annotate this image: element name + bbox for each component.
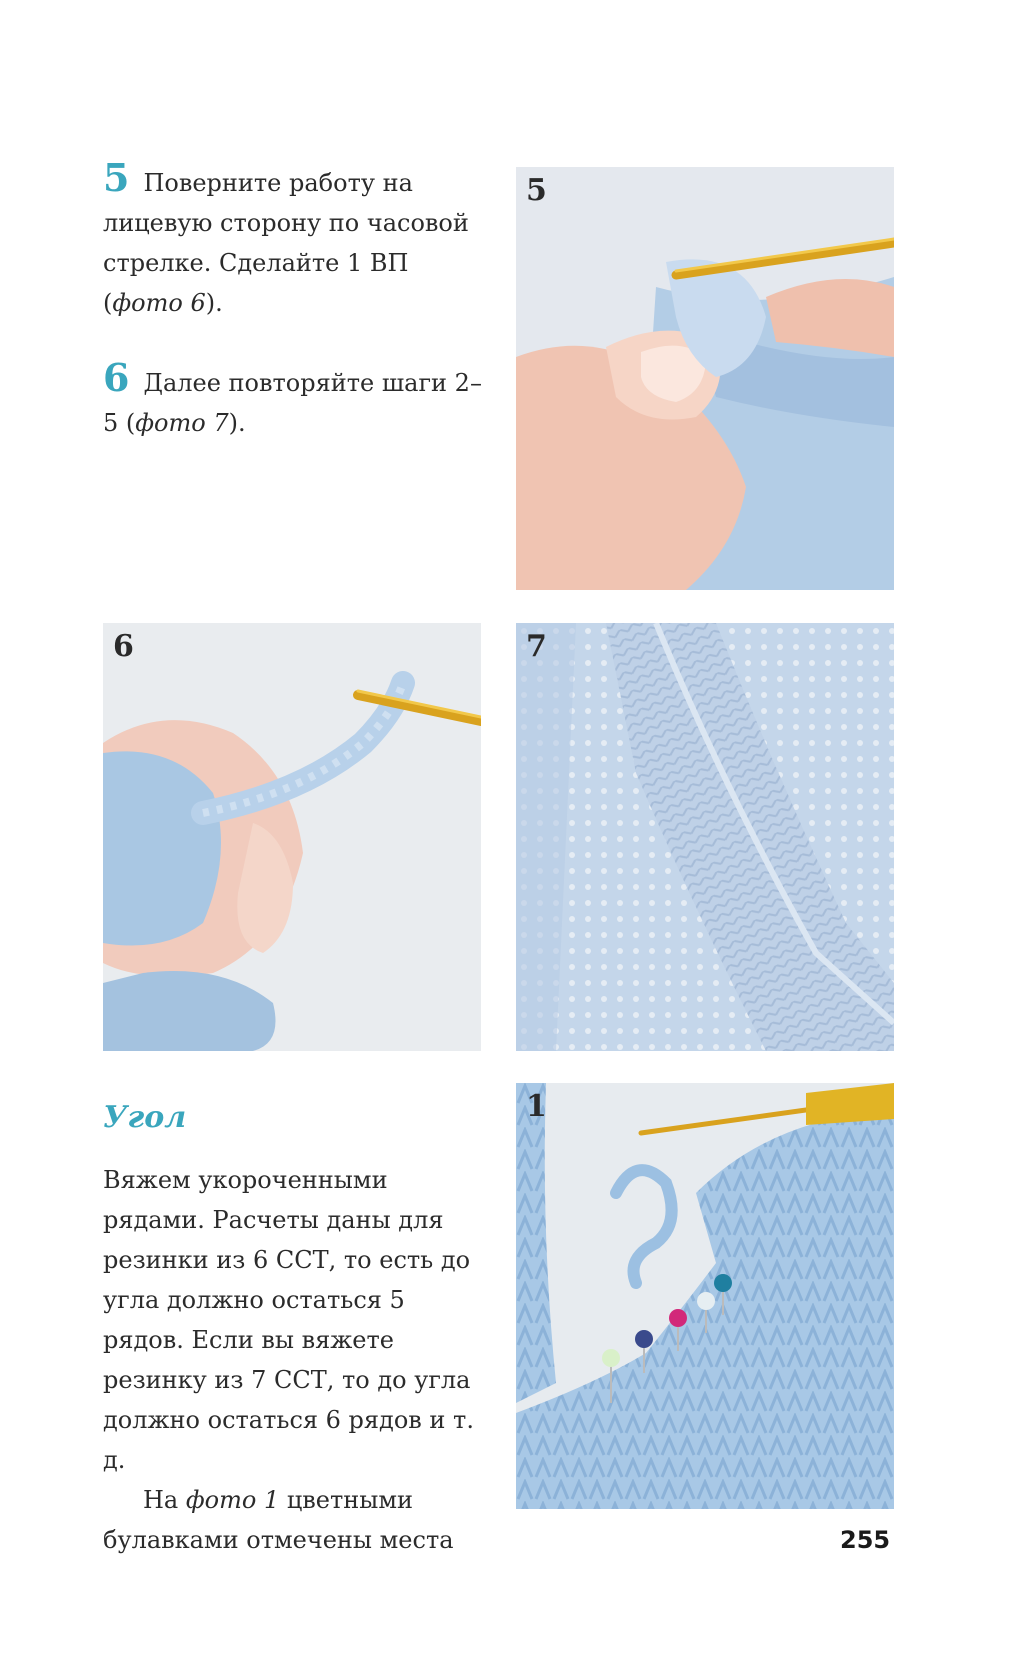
paragraph: Вяжем укороченными рядами. Расчеты даны для резинки из 6 ССТ, то есть до угла должно остаться 5 рядов. Если вы вяжете резинку из 7 ССТ, то до угла должно остаться 6 рядов и т. д. <box>103 1166 474 1474</box>
photo-1-image <box>516 1083 894 1509</box>
paragraph-text: На <box>143 1486 186 1514</box>
photo-6-image <box>103 623 481 1051</box>
paragraph-text: цветными булавками отмечены места <box>103 1486 454 1554</box>
photo-label: 7 <box>526 629 547 664</box>
step-text: Далее повторяйте шаги 2–5 ( <box>103 369 482 437</box>
photo-reference: фото 7 <box>135 409 229 437</box>
photo-5-image <box>516 167 894 590</box>
photo-7-image <box>516 623 894 1051</box>
section-heading: Угол <box>103 1100 187 1135</box>
photo-label: 5 <box>526 173 547 208</box>
photo-1 <box>516 1083 894 1509</box>
photo-5 <box>516 167 894 590</box>
photo-label: 1 <box>526 1089 547 1124</box>
step-6-text <box>103 355 483 443</box>
page-number: 255 <box>840 1526 891 1554</box>
photo-6 <box>103 623 481 1051</box>
step-text-end: ). <box>205 289 223 317</box>
step-number: 5 <box>103 155 130 200</box>
step-5-text <box>103 155 483 323</box>
photo-label: 6 <box>113 629 134 664</box>
step-text: Поверните работу на лицевую сторону по часовой стрелке. Сделайте 1 ВП ( <box>103 169 469 317</box>
step-text-end: ). <box>228 409 246 437</box>
photo-7 <box>516 623 894 1051</box>
paragraph <box>103 1480 483 1560</box>
step-number: 6 <box>103 355 130 400</box>
photo-reference: фото 1 <box>185 1486 280 1514</box>
section-body <box>103 1160 483 1560</box>
photo-reference: фото 6 <box>112 289 206 317</box>
